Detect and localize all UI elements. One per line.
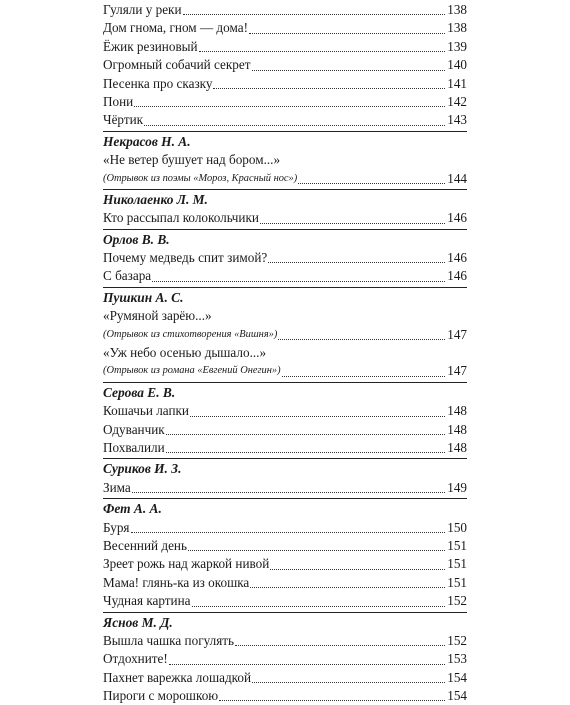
entry-title: Пахнет варежка лошадкой xyxy=(103,669,252,687)
dot-leader xyxy=(260,223,445,224)
toc-entry xyxy=(103,421,467,439)
toc-entry xyxy=(103,1,467,19)
entry-title: Зреет рожь над жаркой нивой xyxy=(103,555,270,573)
toc-entry xyxy=(103,519,467,537)
dot-leader xyxy=(235,645,445,646)
toc-entry xyxy=(103,267,467,285)
toc-entry xyxy=(103,479,467,497)
dot-leader xyxy=(132,492,445,493)
entry-title: «Уж небо осенью дышало...» xyxy=(103,344,267,362)
toc-entry xyxy=(103,439,467,457)
page-number: 149 xyxy=(445,479,467,497)
dot-leader xyxy=(219,700,445,701)
author-heading: Некрасов Н. А. xyxy=(103,131,467,151)
toc-entry xyxy=(103,151,467,169)
page-number: 148 xyxy=(445,421,467,439)
page-number: 151 xyxy=(445,537,467,555)
entry-title: «Румяной зарёю...» xyxy=(103,307,213,325)
entry-title: Мама! глянь-ка из окошка xyxy=(103,574,250,592)
page-number: 147 xyxy=(445,362,467,380)
dot-leader xyxy=(169,664,445,665)
dot-leader xyxy=(190,416,445,417)
toc-entry xyxy=(103,56,467,74)
page-number: 152 xyxy=(445,592,467,610)
toc-section xyxy=(103,382,467,458)
toc-entry xyxy=(103,592,467,610)
toc-section xyxy=(103,189,467,228)
dot-leader xyxy=(152,281,445,282)
dot-leader xyxy=(131,532,446,533)
dot-leader xyxy=(144,125,445,126)
entry-title: «Не ветер бушует над бором...» xyxy=(103,151,281,169)
author-heading: Николаенко Л. М. xyxy=(103,189,467,209)
entry-title: Песенка про сказку xyxy=(103,75,213,93)
dot-leader xyxy=(252,70,446,71)
toc-entry xyxy=(103,650,467,668)
toc-section xyxy=(103,458,467,497)
toc-source-note xyxy=(103,170,467,188)
entry-title: Отдохните! xyxy=(103,650,169,668)
entry-title: Дом гнома, гном — дома! xyxy=(103,19,249,37)
entry-title: Зима xyxy=(103,479,132,497)
dot-leader xyxy=(250,587,445,588)
page-number: 147 xyxy=(445,326,467,344)
page-number: 154 xyxy=(445,687,467,705)
dot-leader xyxy=(166,434,445,435)
entry-title: Чудная картина xyxy=(103,592,192,610)
toc-entry xyxy=(103,537,467,555)
dot-leader xyxy=(249,33,445,34)
table-of-contents xyxy=(103,0,467,705)
entry-title: Весенний день xyxy=(103,537,188,555)
entry-title: Пироги с морошкою xyxy=(103,687,219,705)
page-number: 141 xyxy=(445,75,467,93)
dot-leader xyxy=(213,88,445,89)
dot-leader xyxy=(268,262,445,263)
toc-entry xyxy=(103,93,467,111)
author-heading: Орлов В. В. xyxy=(103,229,467,249)
page-number: 139 xyxy=(445,38,467,56)
toc-section xyxy=(103,612,467,705)
entry-title: С базара xyxy=(103,267,152,285)
dot-leader xyxy=(183,14,445,15)
toc-section xyxy=(103,131,467,188)
dot-leader xyxy=(134,106,445,107)
entry-title: Кошачьи лапки xyxy=(103,402,190,420)
author-heading: Фет А. А. xyxy=(103,498,467,518)
entry-title: Похвалили xyxy=(103,439,166,457)
page-number: 150 xyxy=(445,519,467,537)
dot-leader xyxy=(278,339,445,340)
entry-title: Чёртик xyxy=(103,111,144,129)
dot-leader xyxy=(298,183,445,184)
toc-entry xyxy=(103,111,467,129)
page-number: 151 xyxy=(445,555,467,573)
page-number: 142 xyxy=(445,93,467,111)
entry-title: Огромный собачий секрет xyxy=(103,56,252,74)
toc-source-note xyxy=(103,326,467,344)
page-number: 148 xyxy=(445,439,467,457)
entry-title: Ёжик резиновый xyxy=(103,38,199,56)
page-number: 152 xyxy=(445,632,467,650)
dot-leader xyxy=(282,376,445,377)
entry-title: Пони xyxy=(103,93,134,111)
page-number: 144 xyxy=(445,170,467,188)
entry-title: Вышла чашка погулять xyxy=(103,632,235,650)
entry-title: Гуляли у реки xyxy=(103,1,183,19)
toc-entry xyxy=(103,344,467,362)
toc-entry xyxy=(103,209,467,227)
toc-section xyxy=(103,1,467,130)
toc-entry xyxy=(103,38,467,56)
dot-leader xyxy=(252,682,445,683)
toc-entry xyxy=(103,669,467,687)
page-number: 138 xyxy=(445,19,467,37)
page-number: 140 xyxy=(445,56,467,74)
author-heading: Серова Е. В. xyxy=(103,382,467,402)
page-number: 151 xyxy=(445,574,467,592)
page-number: 138 xyxy=(445,1,467,19)
toc-entry xyxy=(103,249,467,267)
toc-section xyxy=(103,287,467,381)
page-number: 154 xyxy=(445,669,467,687)
toc-source-note xyxy=(103,362,467,380)
toc-section xyxy=(103,498,467,610)
page-number: 143 xyxy=(445,111,467,129)
dot-leader xyxy=(192,606,445,607)
author-heading: Пушкин А. С. xyxy=(103,287,467,307)
toc-entry xyxy=(103,687,467,705)
toc-section xyxy=(103,229,467,286)
entry-title: Кто рассыпал колокольчики xyxy=(103,209,260,227)
entry-title: Буря xyxy=(103,519,131,537)
entry-title: Почему медведь спит зимой? xyxy=(103,249,268,267)
dot-leader xyxy=(188,550,445,551)
page-number: 146 xyxy=(445,209,467,227)
entry-title: (Отрывок из романа «Евгений Онегин») xyxy=(103,362,282,380)
dot-leader xyxy=(166,452,445,453)
toc-entry xyxy=(103,19,467,37)
author-heading: Яснов М. Д. xyxy=(103,612,467,632)
entry-title: Одуванчик xyxy=(103,421,166,439)
page-number: 146 xyxy=(445,267,467,285)
toc-entry xyxy=(103,555,467,573)
page-number: 146 xyxy=(445,249,467,267)
toc-entry xyxy=(103,75,467,93)
page-number: 153 xyxy=(445,650,467,668)
author-heading: Суриков И. З. xyxy=(103,458,467,478)
toc-entry xyxy=(103,632,467,650)
entry-title: (Отрывок из поэмы «Мороз, Красный нос») xyxy=(103,170,298,188)
toc-entry xyxy=(103,574,467,592)
entry-title: (Отрывок из стихотворения «Вишня») xyxy=(103,326,278,344)
dot-leader xyxy=(199,51,445,52)
page-number: 148 xyxy=(445,402,467,420)
toc-entry xyxy=(103,402,467,420)
toc-entry xyxy=(103,307,467,325)
